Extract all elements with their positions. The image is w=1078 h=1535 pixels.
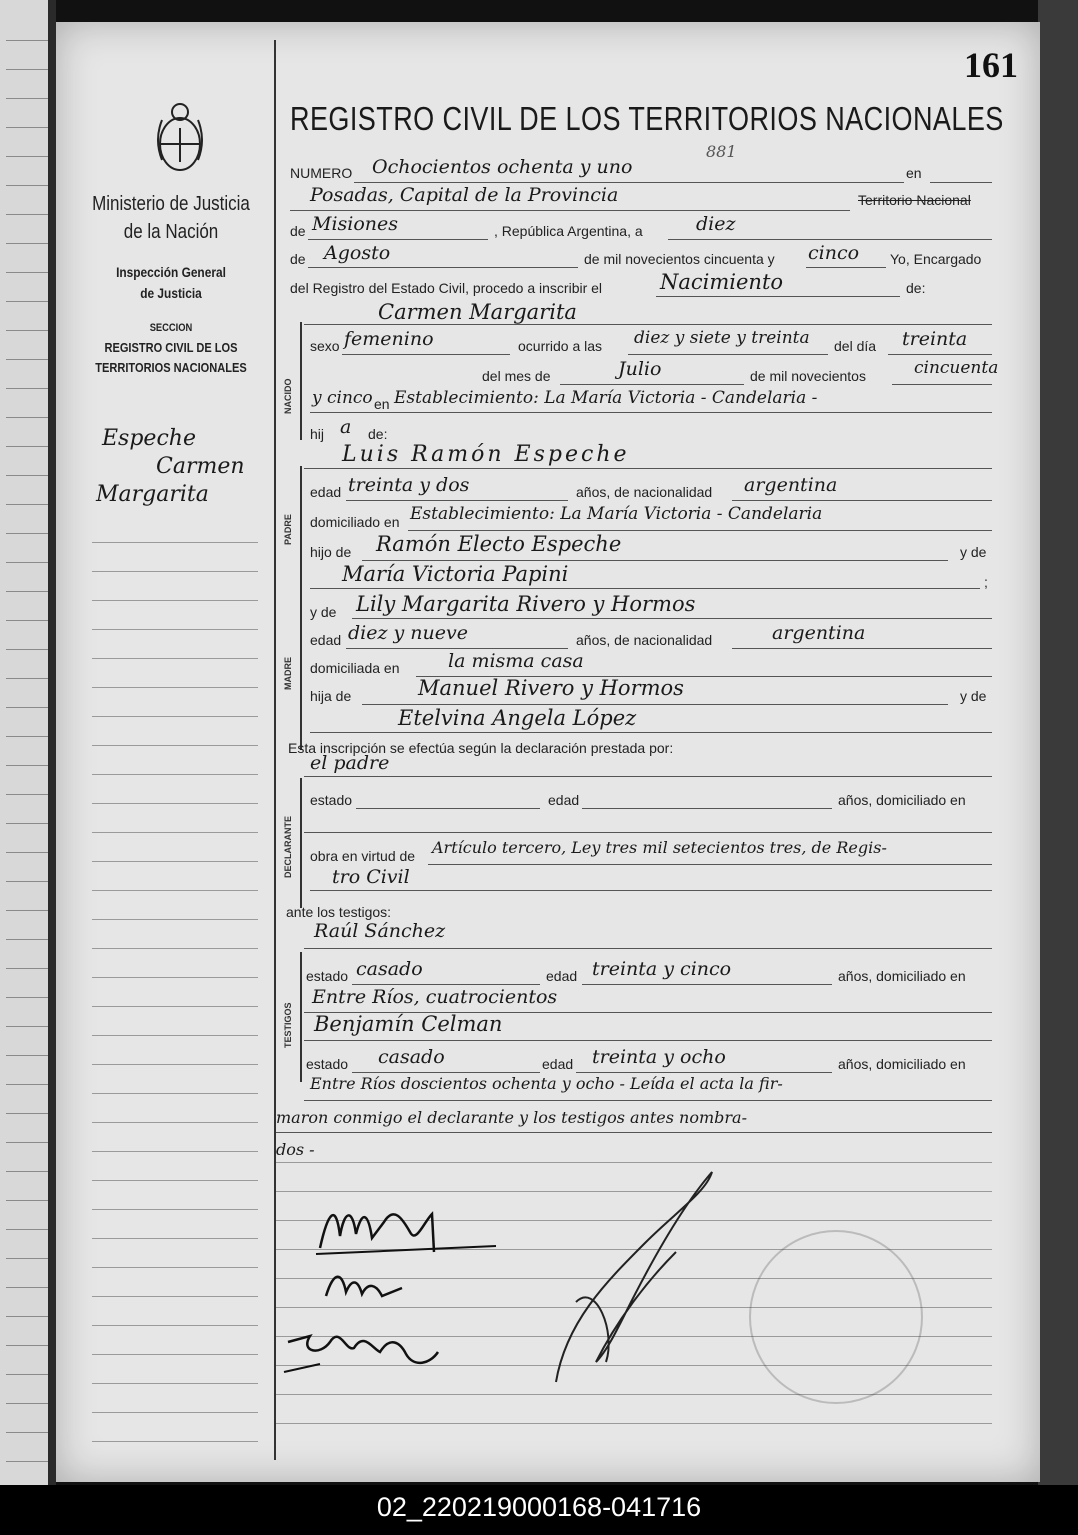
declarant-text: el padre (310, 752, 390, 774)
inspection-label (90, 262, 252, 304)
madre-y-de-label: y de (310, 604, 337, 620)
madre-nac-label: años, de nacionalidad (576, 632, 713, 648)
t1-edad-label: edad (546, 968, 578, 984)
page-title: REGISTRO CIVIL DE LOS TERRITORIOS NACIONALES (290, 100, 1004, 137)
birth-place: Establecimiento: La María Victoria - Candelaria - (394, 388, 818, 408)
right-page-edge (1038, 0, 1078, 1485)
signature-witness-2 (280, 1312, 480, 1382)
padre-nac-label: años, de nacionalidad (576, 484, 713, 500)
territorio-label: Territorio Nacional (858, 192, 971, 208)
ministry-line-1: Ministerio de Justicia (92, 193, 250, 215)
madre-y-de2-label: y de (960, 688, 987, 704)
book-spine (48, 0, 56, 1485)
father-name: Luis Ramón Espeche (342, 442, 630, 467)
numero-label: NUMERO (290, 165, 353, 181)
decl-anos-label: años, domiciliado en (838, 792, 966, 808)
image-caption: 02_220219000168-041716 (0, 1485, 1078, 1535)
ante-testigos-label: ante los testigos: (286, 904, 392, 920)
birth-year-b: y cinco (312, 388, 373, 408)
section-padre: PADRE (283, 514, 293, 546)
witness-2-age: treinta y ocho (592, 1046, 726, 1068)
paternal-grandfather: Ramón Electo Espeche (376, 532, 622, 556)
decl-edad-label: edad (548, 792, 580, 808)
section-line-3: TERRITORIOS NACIONALES (95, 360, 247, 375)
section-label (90, 318, 252, 378)
margin-note-first-name: Carmen (156, 454, 245, 479)
republica-label: , República Argentina, a (494, 223, 643, 239)
mother-address: la misma casa (448, 650, 584, 672)
padre-y-de-label: y de (960, 544, 987, 560)
ocurrido-label: ocurrido a las (518, 338, 603, 354)
witness-1-status: casado (356, 958, 423, 980)
page-number: 161 (964, 45, 1018, 85)
signature-official (536, 1162, 726, 1392)
paternal-grandmother: María Victoria Papini (342, 562, 569, 586)
mother-age: diez y nueve (348, 622, 469, 644)
year-text: cinco (808, 242, 860, 264)
hij-label: hij (310, 426, 325, 442)
margin-note-surname: Espeche (102, 426, 196, 451)
section-declarante: DECLARANTE (283, 816, 293, 878)
witness-2-status: casado (378, 1046, 445, 1068)
father-nationality: argentina (744, 474, 838, 496)
witness-1-address: Entre Ríos, cuatrocientos (312, 986, 558, 1008)
de-mil-label: de mil novecientos cincuenta y (584, 251, 775, 267)
madre-edad-label: edad (310, 632, 342, 648)
province-text: Misiones (312, 213, 399, 235)
madre-dom-label: domiciliada en (310, 660, 400, 676)
del-mes-label: del mes de (482, 368, 551, 384)
closing-text-b: dos - (276, 1140, 315, 1159)
official-seal (749, 1230, 923, 1404)
witness-2-name: Benjamín Celman (314, 1012, 503, 1036)
child-name: Carmen Margarita (378, 300, 577, 324)
witness-1-age: treinta y cinco (592, 958, 732, 980)
mother-nationality: argentina (772, 622, 866, 644)
section-line-1: SECCION (149, 322, 193, 334)
mother-name: Lily Margarita Rivero y Hormos (356, 592, 696, 616)
padre-edad-label: edad (310, 484, 342, 500)
inscripcion-label: Esta inscripción se efectúa según la declaración prestada por: (288, 740, 674, 756)
sexo-label: sexo (310, 338, 340, 354)
signature-father (306, 1192, 506, 1262)
acta-number: Ochocientos ochenta y uno (372, 156, 633, 178)
coat-of-arms-icon (152, 100, 208, 176)
t2-edad-label: edad (542, 1056, 574, 1072)
section-madre: MADRE (283, 657, 293, 691)
signature-witness-1 (306, 1258, 446, 1308)
document-page (56, 22, 1040, 1482)
witness-2-address: Entre Ríos doscientos ochenta y ocho - Leída el acta la fir- (310, 1074, 783, 1093)
birth-day: treinta (902, 328, 968, 350)
birth-year-a: cincuenta (914, 358, 999, 378)
padre-dom-label: domiciliado en (310, 514, 400, 530)
birth-hour: diez y siete y treinta (634, 328, 810, 348)
en-label: en (906, 165, 922, 181)
maternal-grandmother: Etelvina Angela López (398, 706, 637, 730)
de-label-2: de (290, 251, 306, 267)
father-age: treinta y dos (348, 474, 470, 496)
law-text-b: tro Civil (332, 866, 410, 888)
t1-estado-label: estado (306, 968, 349, 984)
obra-label: obra en virtud de (310, 848, 416, 864)
ministry-label (90, 190, 252, 246)
t2-estado-label: estado (306, 1056, 349, 1072)
acta-number-note: 881 (706, 142, 737, 161)
hij-suffix: a (340, 416, 352, 438)
sex-text: femenino (344, 328, 434, 350)
de-mil-2-label: de mil novecientos (750, 368, 866, 384)
section-testigos: TESTIGOS (283, 1002, 293, 1048)
section-nacido: NACIDO (283, 378, 293, 414)
left-page-edge (0, 0, 52, 1485)
place-text: Posadas, Capital de la Provincia (310, 184, 619, 206)
hijo-de-label: hijo de (310, 544, 352, 560)
de-colon-label: de: (906, 280, 926, 296)
month-text: Agosto (324, 242, 391, 264)
decl-estado-label: estado (310, 792, 353, 808)
father-address: Establecimiento: La María Victoria - Candelaria (410, 504, 823, 524)
law-text-a: Artículo tercero, Ley tres mil setecientos tres, de Regis- (432, 838, 887, 857)
de-label-1: de (290, 223, 306, 239)
margin-divider (274, 40, 276, 1460)
section-line-2: REGISTRO CIVIL DE LOS (104, 340, 238, 355)
semicolon-label: ; (984, 574, 988, 590)
closing-text-a: maron conmigo el declarante y los testigos antes nombra- (276, 1108, 747, 1127)
inspection-line-2: de Justicia (140, 285, 202, 301)
birth-month: Julio (618, 358, 662, 380)
maternal-grandfather: Manuel Rivero y Hormos (418, 676, 684, 700)
inspection-line-1: Inspección General (116, 264, 226, 280)
del-dia-label: del día (834, 338, 877, 354)
t1-anos-label: años, domiciliado en (838, 968, 966, 984)
hij-de-label: de: (368, 426, 388, 442)
t2-anos-label: años, domiciliado en (838, 1056, 966, 1072)
ministry-line-2: de la Nación (123, 221, 219, 243)
yo-encargado-label: Yo, Encargado (890, 251, 982, 267)
hija-de-label: hija de (310, 688, 352, 704)
act-type-text: Nacimiento (660, 270, 784, 294)
en-label-2: en (374, 396, 390, 412)
margin-note-middle-name: Margarita (96, 482, 209, 507)
witness-1-name: Raúl Sánchez (314, 920, 446, 942)
day-text: diez (696, 213, 736, 235)
registro-label: del Registro del Estado Civil, procedo a inscribir el (290, 280, 603, 296)
